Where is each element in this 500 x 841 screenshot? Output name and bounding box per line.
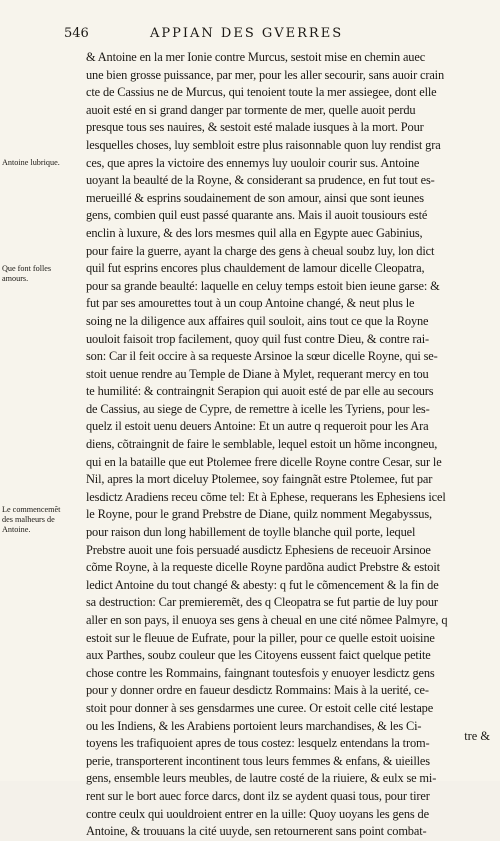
- text-line: toyens les trafiquoient apres de tous costez: lesquelz entendans la trom-: [86, 736, 430, 751]
- text-line: estoit sur le fleuue de Eufrate, pour la piller, pour ce quelle estoit uoisine: [86, 630, 435, 645]
- margin-note: [2, 505, 82, 535]
- page-header: [60, 26, 490, 44]
- text-line: fut par ses amourettes tout à un coup Antoine changé, & neut plus le: [86, 296, 415, 311]
- text-line: lesdictz Aradiens receu cõme tel: Et à Ephese, requerans les Ephesiens icel: [86, 489, 446, 504]
- text-line: auoit esté en si grand danger par tormente de mer, quelle auoit perdu: [86, 102, 416, 117]
- text-line: gens, ensemble leurs meubles, de lautre costé de la riuiere, & eulx se mi-: [86, 771, 437, 786]
- text-line: stoit pour donner à ses gensdarmes une curee. Or estoit celle cité lestape: [86, 700, 434, 715]
- text-line: Nil, apres la mort diceluy Ptolemee, soy faingnãt estre Ptolemee, fut par: [86, 472, 433, 487]
- text-line: enclin à luxure, & des lors mesmes quil alla en Egypte auec Gabinius,: [86, 225, 423, 240]
- text-line: contre ceulx qui uouldroient entrer en la uille: Quoy uoyans les gens de: [86, 806, 429, 821]
- text-line: lesquelles choses, luy sembloit estre plus raisonnable quon luy rendist gra: [86, 137, 441, 152]
- text-line: te humilité: & contraingnit Serapion qui auoit esté de par elle au secours: [86, 384, 434, 399]
- margin-note-line: Le commencemẽt: [2, 505, 61, 514]
- text-line: merueillé & esprins soudainement de son amour, ainsi que sont ieunes: [86, 190, 424, 205]
- text-line: aux Parthes, soubz couleur que les Citoyens eussent faict quelque petite: [86, 648, 431, 663]
- text-line: presque tous ses nauires, & sestoit esté malade iusques à la mort. Pour: [86, 120, 424, 135]
- text-line: pour raison dun long habillement de toylle blanche quil porte, lequel: [86, 525, 416, 540]
- text-line: pour sa grande beaulté: laquelle en celuy temps estoit bien ieune garse: &: [86, 278, 440, 293]
- text-line: quil fut esprins encores plus chauldement de lamour dicelle Cleopatra,: [86, 261, 425, 276]
- text-line: uouloit faisoit trop facilement, quoy quil fust contre Dieu, & contre rai-: [86, 331, 429, 346]
- text-line: son: Car il feit occire à sa requeste Arsinoe la sœur dicelle Royne, qui se-: [86, 349, 438, 364]
- text-line: qui en la bataille que eut Ptolemee frere dicelle Royne contre Cesar, sur le: [86, 454, 442, 469]
- margin-note-line: amours.: [2, 274, 29, 283]
- text-line: pour y donner ordre en faueur desdictz Rommains: Mais à la uerité, ce-: [86, 683, 429, 698]
- text-line: cte de Cassius ne de Murcus, qui tenoient toute la mer assiegee, dont elle: [86, 85, 437, 100]
- text-line: ledict Antoine du tout changé & abesty: q fut le cõmencement & la fin de: [86, 577, 439, 592]
- text-line: diens, cõtraingnit de faire le semblable, lequel estoit un hõme incongneu,: [86, 437, 438, 452]
- text-line: une bien grosse puissance, par mer, pour les aller secourir, sans auoir crain: [86, 67, 445, 82]
- catchword: tre &: [464, 729, 490, 743]
- text-line: sa destruction: Car premieremẽt, des q Cleopatra se fut partie de luy pour: [86, 595, 438, 610]
- running-head: APPIAN DES GVERRES: [150, 26, 344, 41]
- text-line: de Cassius, au siege de Cypre, de remettre à icelle les Tyriens, pour les-: [86, 401, 430, 416]
- text-line: Prebstre auoit une fois persuadé ausdictz Ephesiens de receuoir Arsinoe: [86, 542, 431, 557]
- margin-note: [2, 158, 82, 168]
- text-line: gens, combien quil eust passé quarante ans. Mais il auoit tousiours esté: [86, 208, 428, 223]
- text-line: soing ne la diligence aux affaires quil souloit, ains tout ce que la Royne: [86, 313, 429, 328]
- margin-note: [2, 264, 82, 284]
- text-line: quelz il estoit uenu deuers Antoine: Et un autre q requeroit pour les Ara: [86, 419, 429, 434]
- text-line: chose contre les Rommains, faingnant toutesfois y enuoyer lesdictz gens: [86, 665, 435, 680]
- page-number: 546: [64, 26, 89, 41]
- text-line: & Antoine en la mer Ionie contre Murcus, sestoit mise en chemin auec: [86, 50, 426, 64]
- text-line: uoyant la beaulté de la Royne, & considerant sa prudence, en fut tout es-: [86, 173, 435, 188]
- margin-note-line: Antoine.: [2, 525, 31, 534]
- text-line: cõme Royne, à la requeste dicelle Royne pardõna audict Prebstre & estoit: [86, 560, 440, 575]
- margin-note-line: Antoine lubrique.: [2, 158, 60, 167]
- text-line: ou les Indiens, & les Arabiens portoient leurs marchandises, & les Ci-: [86, 718, 422, 733]
- text-line: stoit uenue rendre au Temple de Diane à Mylet, requerant mercy en tou: [86, 366, 429, 381]
- body-text: [86, 49, 490, 841]
- text-line: rent sur le bort auec force darcs, dont ilz se aydent quasi tous, pour tirer: [86, 788, 430, 803]
- text-line: pour faire la guerre, ayant la charge des gens à cheual soubz luy, lon dict: [86, 243, 435, 258]
- margin-note-line: Que font folles: [2, 264, 52, 273]
- text-line: perie, transporterent incontinent tous leurs femmes & enfans, & uieilles: [86, 753, 430, 768]
- text-line: le Royne, pour le grand Prebstre de Diane, quilz nomment Megabyssus,: [86, 507, 432, 522]
- text-line: aller en son pays, il enuoya ses gens à cheual en une cité nõmee Palmyre, q: [86, 613, 448, 627]
- text-line: ces, que apres la victoire des ennemys luy uouloir courir sus. Antoine: [86, 155, 420, 170]
- text-line: Antoine, & trouuans la cité uuyde, sen retournerent sans point combat-: [86, 824, 427, 839]
- margin-note-line: des malheurs de: [2, 515, 55, 524]
